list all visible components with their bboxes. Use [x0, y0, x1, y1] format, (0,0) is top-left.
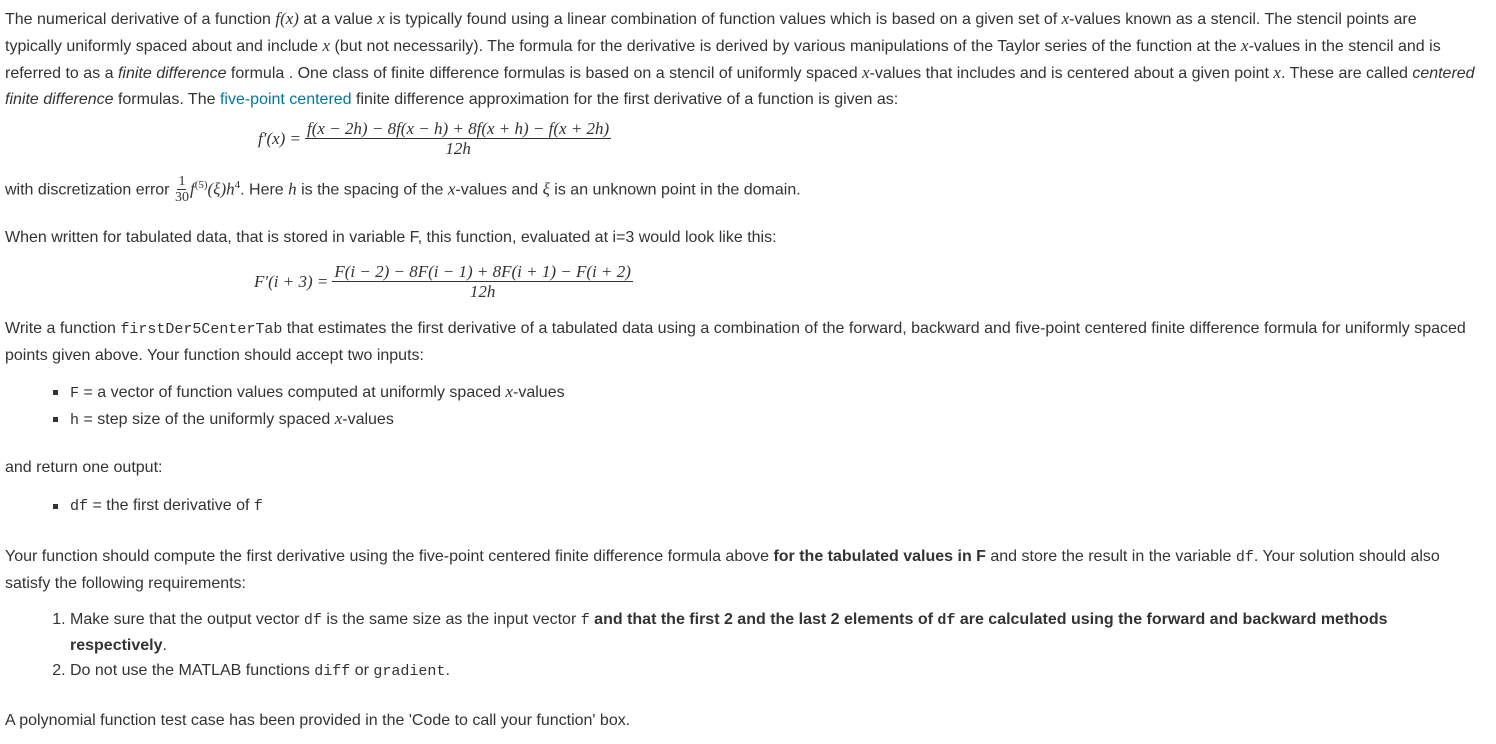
code-diff: diff	[314, 663, 351, 680]
emphasis-finite-difference: finite difference	[117, 65, 227, 82]
math-superscript: (5)	[194, 179, 208, 191]
text: Make sure that the output vector	[70, 611, 304, 628]
math-superscript: 4	[234, 179, 241, 191]
output-paragraph: and return one output:	[5, 459, 163, 476]
text: = a vector of function values computed at uniformly spaced	[79, 384, 506, 401]
math-xi-h: (ξ)h	[207, 179, 235, 199]
code-df: df	[937, 612, 956, 629]
equation-lhs: f′(x) =	[258, 128, 302, 148]
bold-text: for the tabulated values in F	[773, 548, 986, 565]
code-f: f	[580, 612, 590, 629]
text: finite difference approximation for the first derivative of a function is given as:	[351, 91, 899, 108]
list-item	[53, 493, 263, 519]
equation-five-point-derivative	[258, 119, 611, 158]
five-point-centered-link[interactable]: five-point centered	[219, 91, 352, 108]
text: (but not necessarily). The formula for the derivative is derived by various manipulations of the Taylor series of the function at the	[330, 38, 1242, 55]
discretization-paragraph	[5, 172, 801, 205]
bold-text: are calculated using the forward and backward methods respectively	[70, 611, 1388, 654]
text: -values in the stencil and is referred to as a	[5, 38, 1441, 82]
math-fx: f(x)	[275, 9, 299, 28]
fraction-numerator: F(i − 2) − 8F(i − 1) + 8F(i + 1) − F(i + 2)	[334, 262, 631, 281]
fraction-denominator: 12h	[469, 282, 496, 301]
output-name: df	[70, 498, 89, 515]
text: . These are called	[1280, 65, 1413, 82]
text: is the same size as the input vector	[321, 611, 581, 628]
fraction-numerator: 1	[178, 174, 186, 190]
text: -values	[513, 384, 565, 401]
text: . Your solution should also satisfy the following requirements:	[5, 548, 1440, 592]
text: -values known as a stencil. The stencil points are typically uniformly spaced about and include	[5, 11, 1417, 55]
math-x: x	[377, 9, 385, 28]
math-xi: ξ	[542, 179, 550, 199]
fraction-denominator: 12h	[445, 139, 471, 158]
text: -values	[342, 411, 394, 428]
math-x: x	[322, 36, 331, 55]
fraction-denominator: 30	[174, 190, 189, 206]
math-x: x	[1061, 9, 1070, 28]
tabulated-paragraph: When written for tabulated data, that is stored in variable F, this function, evaluated at i=3 would look like this:	[5, 229, 777, 246]
text: with discretization error	[5, 181, 174, 199]
text: is typically found using a linear combination of function values which is based on a given set of	[384, 11, 1062, 28]
math-f: f	[189, 179, 195, 199]
equation-fraction	[305, 119, 611, 158]
text: = step size of the uniformly spaced	[79, 411, 335, 428]
bold-text: and that the first 2 and the last 2 elements of	[589, 611, 938, 628]
list-item	[70, 658, 1480, 684]
math-x: x	[505, 382, 514, 401]
text: .	[445, 662, 450, 679]
text: -values and	[455, 181, 543, 199]
text: is the spacing of the	[296, 181, 448, 199]
code-gradient: gradient	[373, 663, 446, 680]
list-item	[53, 406, 565, 433]
text: that estimates the first derivative of a tabulated data using a combination of the forward, backward and five-point centered finite difference formula for uniformly spaced points given above. Your function should accept two inputs:	[5, 320, 1466, 364]
requirements-list	[5, 607, 1480, 684]
text: Do not use the MATLAB functions	[70, 662, 315, 679]
text: or	[350, 662, 374, 679]
list-item	[70, 607, 1480, 658]
text: The numerical derivative of a function	[5, 11, 276, 28]
text: Your function should compute the first derivative using the five-point centered finite difference formula above	[5, 548, 774, 565]
code-f: f	[253, 498, 263, 515]
text: = the first derivative of	[88, 497, 254, 514]
text: formula . One class of finite difference formulas is based on a stencil of uniformly spaced	[226, 65, 863, 82]
compute-paragraph	[5, 544, 1475, 597]
function-paragraph	[5, 316, 1475, 369]
math-h: h	[288, 179, 297, 199]
text: formulas. The	[113, 91, 220, 108]
math-x: x	[334, 409, 343, 428]
emphasis-centered-finite-difference: centered finite difference	[5, 65, 1475, 108]
text: -values that includes and is centered about a given point	[869, 65, 1274, 82]
text: and store the result in the variable	[985, 548, 1236, 565]
text: Write a function	[5, 320, 121, 337]
math-x: x	[1273, 63, 1281, 82]
math-x: x	[862, 63, 870, 82]
list-item	[53, 379, 565, 406]
intro-paragraph	[5, 6, 1475, 113]
math-x: x	[447, 179, 456, 199]
text: .	[162, 637, 167, 654]
equation-lhs: F′(i + 3) =	[254, 271, 329, 291]
one-thirtieth-fraction	[175, 175, 189, 205]
text: . Here	[240, 181, 289, 199]
code-df: df	[1235, 549, 1254, 566]
fraction-numerator: f(x − 2h) − 8f(x − h) + 8f(x + h) − f(x + 2h)	[307, 119, 610, 138]
code-df: df	[303, 612, 322, 629]
inputs-list	[5, 379, 565, 433]
function-name: firstDer5CenterTab	[120, 321, 283, 338]
outputs-list	[5, 493, 263, 519]
text: is an unknown point in the domain.	[549, 181, 801, 199]
text: at a value	[298, 11, 378, 28]
math-x: x	[1241, 36, 1249, 55]
equation-tabulated-derivative	[254, 262, 633, 301]
equation-fraction	[332, 262, 633, 301]
test-case-paragraph: A polynomial function test case has been provided in the 'Code to call your function' box.	[5, 712, 631, 729]
input-name: h	[70, 412, 80, 429]
input-name: F	[70, 385, 80, 402]
